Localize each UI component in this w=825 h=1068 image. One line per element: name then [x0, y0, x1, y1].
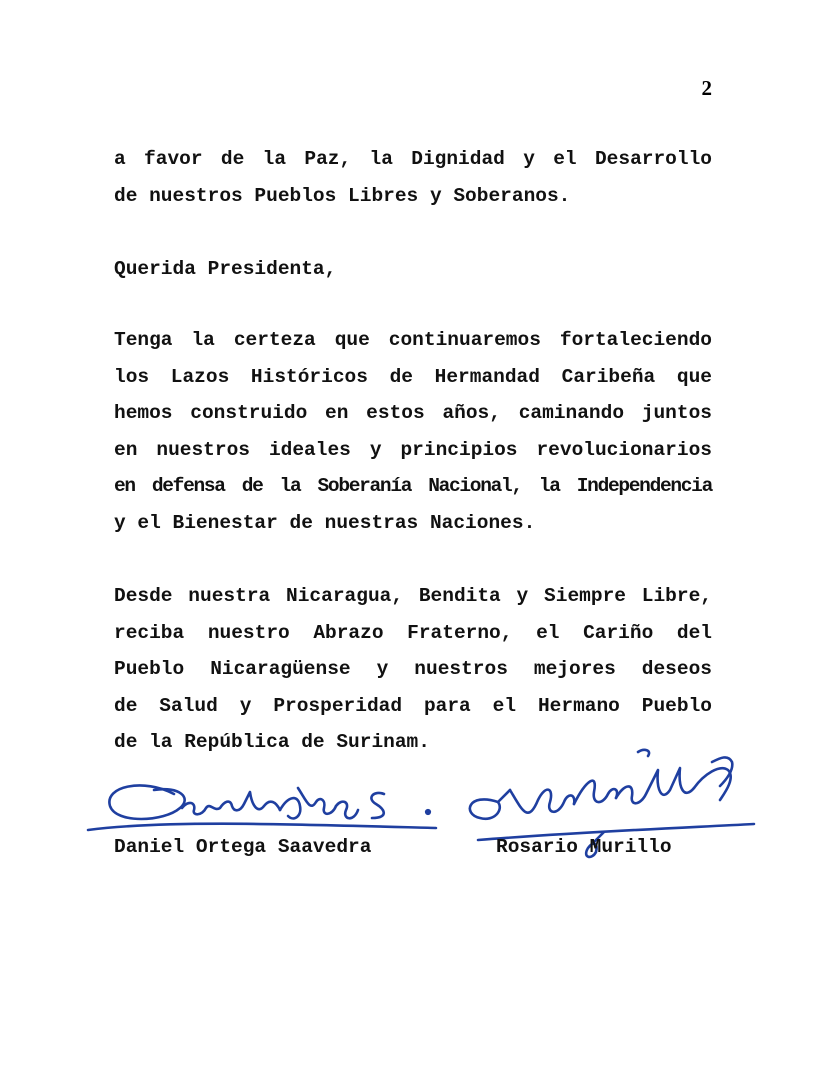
- paragraph-line: los Lazos Históricos de Hermandad Caribeña que: [114, 365, 712, 388]
- paragraph-line: de Salud y Prosperidad para el Hermano Pueblo: [114, 694, 712, 717]
- paragraph-line: Pueblo Nicaragüense y nuestros mejores deseos: [114, 658, 712, 680]
- paragraph-commitment: [114, 322, 712, 541]
- paragraph-line: reciba nuestro Abrazo Fraterno, el Cariño del: [114, 621, 712, 644]
- salutation: [114, 251, 712, 288]
- paragraph-line: de nuestros Pueblos Libres y Soberanos.: [114, 184, 571, 207]
- paragraph-continuation: [114, 141, 712, 214]
- signer-name-left: Daniel Ortega Saavedra: [114, 836, 372, 858]
- paragraph-line: en defensa de la Soberanía Nacional, la Independencia: [114, 475, 712, 497]
- paragraph-line: en nuestros ideales y principios revolucionarios: [114, 438, 712, 461]
- page-number: 2: [701, 76, 712, 100]
- signature-ortega: [84, 772, 444, 842]
- paragraph-line: Tenga la certeza que continuaremos fortaleciendo: [114, 329, 712, 351]
- paragraph-line: Desde nuestra Nicaragua, Bendita y Siempre Libre,: [114, 585, 712, 607]
- salutation-line: Querida Presidenta,: [114, 258, 337, 280]
- paragraph-line: de la República de Surinam.: [114, 731, 430, 753]
- paragraph-line: a favor de la Paz, la Dignidad y el Desarrollo: [114, 148, 712, 170]
- paragraph-line: y el Bienestar de nuestras Naciones.: [114, 511, 536, 534]
- paragraph-line: hemos construido en estos años, caminando juntos: [114, 402, 712, 424]
- signer-name-right: Rosario Murillo: [496, 836, 672, 858]
- paragraph-closing: [114, 578, 712, 761]
